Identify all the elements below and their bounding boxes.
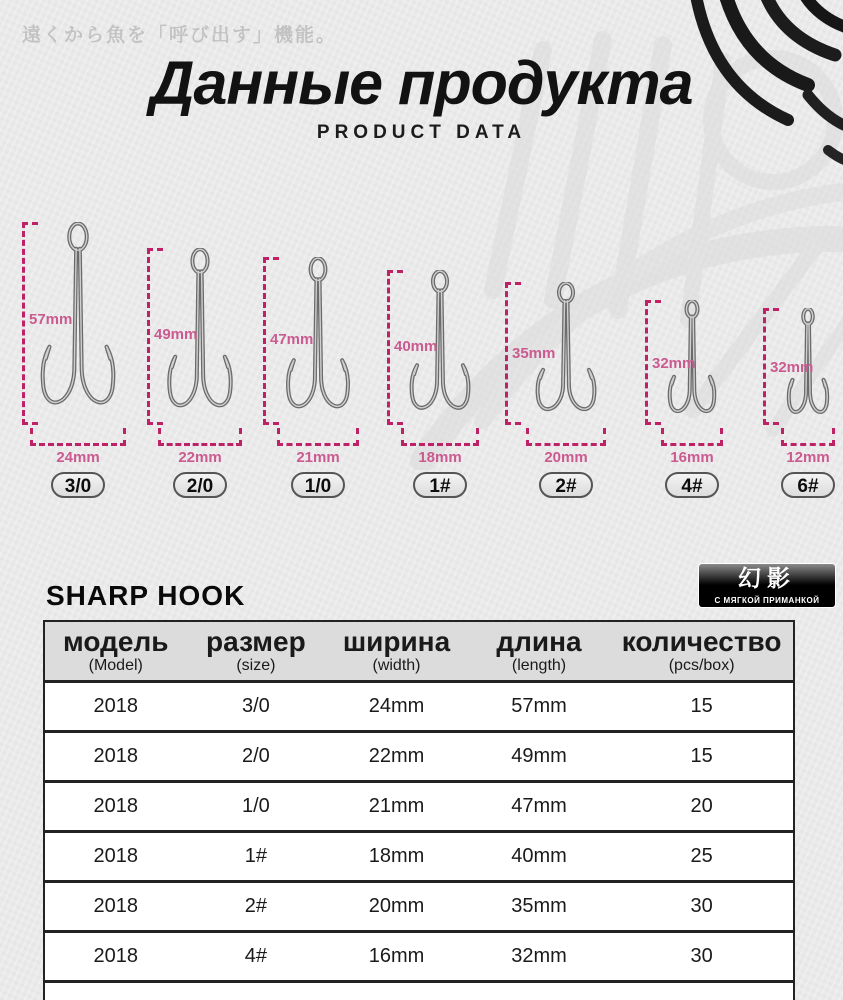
- table-cell: 4#: [244, 945, 267, 967]
- column-header: [44, 621, 187, 682]
- column-header-main: количество: [621, 626, 782, 657]
- width-dimension-label: 22mm: [178, 449, 222, 466]
- hook-figure: [144, 248, 256, 505]
- column-header-main: длина: [496, 626, 582, 657]
- width-dimension-label: 20mm: [544, 449, 588, 466]
- column-header: [325, 621, 468, 682]
- table-cell: 35mm: [511, 895, 567, 917]
- page-title: Данные продукта: [150, 49, 693, 117]
- table-cell: 15: [690, 745, 713, 767]
- length-dimension-label: 57mm: [29, 311, 73, 328]
- length-dimension-label: 35mm: [512, 345, 556, 362]
- column-header-sub: (pcs/box): [668, 657, 735, 674]
- hook-figure: [20, 222, 136, 505]
- hook-size-badge: 3/0: [51, 472, 105, 498]
- table-cell: 1/0: [241, 795, 270, 817]
- hook-figure: [504, 282, 628, 505]
- hook-figure: [386, 270, 494, 505]
- width-dimension-label: 12mm: [786, 449, 830, 466]
- table-row: [44, 932, 794, 982]
- hook-figure: [642, 300, 742, 505]
- column-header-sub: (size): [236, 657, 276, 674]
- table-cell: 15: [690, 695, 713, 717]
- table-cell: [325, 982, 468, 1000]
- hook-size-badge: 6#: [781, 472, 835, 498]
- width-dimension-bracket: [158, 428, 242, 446]
- table-cell: 2018: [93, 745, 138, 767]
- width-dimension-label: 21mm: [296, 449, 340, 466]
- table-cell: 18mm: [368, 845, 425, 867]
- hook-figure: [760, 308, 843, 505]
- table-cell: 2018: [93, 895, 138, 917]
- width-dimension-bracket: [401, 428, 479, 446]
- table-cell: 20: [690, 795, 713, 817]
- table-cell: 30: [690, 945, 713, 967]
- table-cell: 2018: [93, 845, 138, 867]
- table-body: [44, 682, 794, 1000]
- length-dimension-label: 32mm: [652, 355, 696, 372]
- column-header-sub: (length): [511, 657, 567, 674]
- length-dimension-label: 49mm: [154, 326, 198, 343]
- column-header: [468, 621, 611, 682]
- width-dimension-label: 16mm: [670, 449, 714, 466]
- column-header-main: ширина: [342, 626, 451, 657]
- table-cell: 49mm: [511, 745, 567, 767]
- table-cell: 57mm: [511, 695, 567, 717]
- hook-size-badge: 1/0: [291, 472, 345, 498]
- width-dimension-bracket: [661, 428, 723, 446]
- product-data-table: [43, 620, 795, 1000]
- table-cell: 32mm: [511, 945, 567, 967]
- hook-figure: [260, 257, 376, 505]
- column-header: [610, 621, 794, 682]
- table-cell: 2018: [93, 695, 138, 717]
- table-cell: 47mm: [511, 795, 567, 817]
- section-heading: SHARP HOOK: [46, 580, 246, 611]
- table-cell: 20mm: [368, 895, 425, 917]
- hook-size-badge: 4#: [665, 472, 719, 498]
- japanese-tagline: 遠くから魚を「呼び出す」機能。: [22, 25, 338, 46]
- column-header-main: размер: [206, 626, 306, 657]
- width-dimension-bracket: [277, 428, 359, 446]
- table-cell: 2018: [93, 795, 138, 817]
- table-cell: 2018: [93, 945, 138, 967]
- table-row-partial: [44, 982, 794, 1000]
- table-row: [44, 782, 794, 832]
- table-cell: 22mm: [368, 745, 425, 767]
- table-row: [44, 832, 794, 882]
- hook-size-badge: 2/0: [173, 472, 227, 498]
- table-row: [44, 882, 794, 932]
- hook-size-badge: 1#: [413, 472, 467, 498]
- table-cell: 21mm: [368, 795, 425, 817]
- table-row: [44, 732, 794, 782]
- table-cell: [44, 982, 187, 1000]
- table-row: [44, 682, 794, 732]
- table-cell: 1#: [244, 845, 267, 867]
- table-cell: 16mm: [368, 945, 425, 967]
- length-dimension-label: 40mm: [394, 338, 438, 355]
- column-header: [187, 621, 326, 682]
- table-cell: 24mm: [368, 695, 425, 717]
- brand-caption: С МЯГКОЙ ПРИМАНКОЙ: [699, 594, 835, 607]
- width-dimension-bracket: [781, 428, 835, 446]
- length-dimension-label: 47mm: [270, 331, 314, 348]
- hook-size-badge: 2#: [539, 472, 593, 498]
- width-dimension-label: 24mm: [56, 449, 100, 466]
- table-cell: [468, 982, 611, 1000]
- table-cell: 30: [690, 895, 713, 917]
- table-cell: [187, 982, 326, 1000]
- table-cell: 3/0: [241, 695, 270, 717]
- column-header-sub: (width): [372, 657, 421, 674]
- table-cell: 2#: [244, 895, 267, 917]
- column-header-sub: (Model): [88, 657, 143, 674]
- width-dimension-bracket: [30, 428, 126, 446]
- brand-badge: [698, 563, 836, 608]
- table-cell: 25: [690, 845, 713, 867]
- table-cell: 40mm: [511, 845, 567, 867]
- table-cell: 2/0: [241, 745, 270, 767]
- brand-logo-text: 幻影: [699, 564, 835, 594]
- page-subtitle: PRODUCT DATA: [316, 122, 527, 143]
- table-header: [44, 621, 794, 682]
- column-header-main: модель: [63, 626, 169, 657]
- width-dimension-bracket: [526, 428, 606, 446]
- table-cell: [610, 982, 794, 1000]
- length-dimension-label: 32mm: [770, 359, 814, 376]
- width-dimension-label: 18mm: [418, 449, 462, 466]
